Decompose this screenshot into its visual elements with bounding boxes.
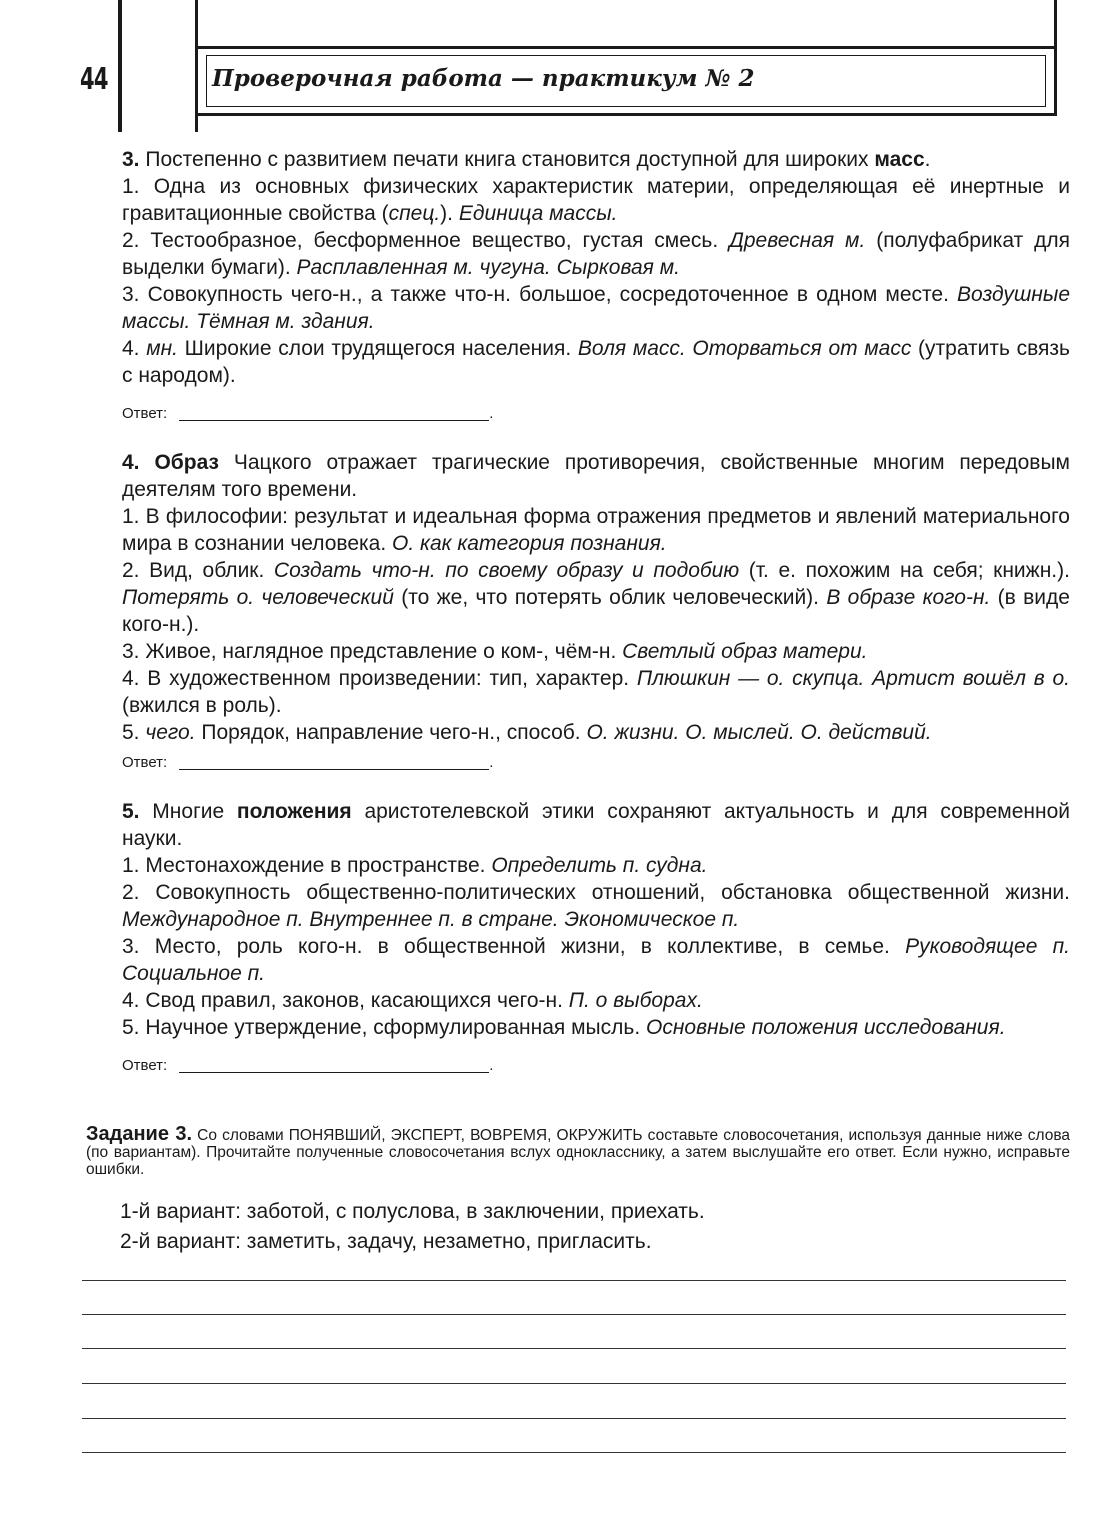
section-5-meaning-2	[122, 879, 1070, 933]
left-vertical-rule	[118, 0, 122, 132]
text: (полуфабрикат для выделки бумаги).	[122, 229, 1071, 279]
text-italic: Воздушные массы. Тёмная м. здания.	[122, 283, 1070, 333]
text: (то же, что потерять облик человеческий).	[393, 586, 827, 609]
text-italic: О. жизни. О. мыслей. О. действий.	[586, 721, 932, 744]
text: ).	[440, 202, 459, 225]
writing-line[interactable]	[82, 1348, 1066, 1349]
section-3-keyword: масс	[874, 148, 925, 171]
text: 5. Научное утверждение, сформулированная мысль.	[122, 1016, 647, 1039]
section-4-sentence: Чацкого отражает трагические противоречия, свойственные многим передовым деятелям того времени.	[122, 451, 1070, 501]
text: 4. В художественном произведении: тип, характер.	[122, 667, 637, 690]
section-4-meaning-3	[122, 638, 1070, 665]
section-3-number: 3.	[122, 148, 140, 171]
section-3-intro	[122, 146, 1070, 173]
section-4-meaning-5	[122, 719, 1070, 746]
text: 3. Совокупность чего-н., а также что-н. большое, сосредоточенное в одном месте.	[122, 283, 958, 306]
task-3-variants	[120, 1197, 705, 1257]
text: 1. Одна из основных физических характеристик материи, определяющая её инертные и гравитационные свойства (	[122, 175, 1070, 225]
text-italic: Светлый образ матери.	[622, 640, 868, 663]
frame-right-rule	[1054, 0, 1057, 46]
task-3-label: Задание 3.	[86, 1123, 193, 1145]
section-5-meaning-1	[122, 852, 1070, 879]
text: 4.	[122, 337, 147, 360]
section-4-keyword: Образ	[154, 451, 219, 474]
text-italic: Основные положения исследования.	[646, 1016, 1006, 1039]
answer-field[interactable]	[179, 769, 489, 770]
text: 5.	[122, 721, 146, 744]
text: аристотелевской этики сохраняют актуальность и для современной науки.	[122, 800, 1070, 850]
section-5-intro	[122, 798, 1070, 852]
answer-field[interactable]	[179, 420, 489, 421]
writing-line[interactable]	[82, 1280, 1066, 1281]
page-title: Проверочная работа — практикум № 2	[212, 65, 755, 92]
text: Широкие слои трудящегося населения.	[177, 337, 578, 360]
text-italic: В образе кого-н.	[826, 586, 991, 609]
section-5-meaning-4	[122, 987, 1070, 1014]
section-3-answer: Ответ: .	[122, 401, 1070, 427]
section-3-sentence: Постепенно с развитием печати книга становится доступной для широких	[145, 148, 869, 171]
section-5-keyword: положения	[236, 800, 352, 823]
page-number: 44	[80, 62, 108, 97]
text: (утратить связь с народом).	[122, 337, 1070, 387]
section-5-meaning-5	[122, 1014, 1070, 1041]
section-5-meaning-3	[122, 933, 1070, 987]
text-italic: мн.	[146, 337, 178, 360]
text-italic: Определить п. судна.	[491, 854, 708, 877]
section-3-meaning-1	[122, 173, 1070, 227]
text-italic: Плюшкин — о. скупца. Артист вошёл в о.	[636, 667, 1070, 690]
text-italic: П. о выборах.	[568, 989, 703, 1012]
writing-line[interactable]	[82, 1452, 1066, 1453]
variant-1: 1-й вариант: заботой, с полуслова, в заключении, приехать.	[120, 1200, 705, 1223]
text: Порядок, направление чего-н., способ.	[195, 721, 587, 744]
writing-line[interactable]	[82, 1383, 1066, 1384]
section-3-meaning-4	[122, 335, 1070, 389]
text-italic: чего.	[145, 721, 196, 744]
section-5-number: 5.	[122, 800, 140, 823]
section-4-answer: Ответ: .	[122, 750, 1070, 776]
section-3-period: .	[924, 148, 931, 171]
text-italic: Международное п. Внутреннее п. в стране. Экономическое п.	[122, 908, 740, 931]
section-3-meaning-3	[122, 281, 1070, 335]
section-4-meaning-1	[122, 503, 1070, 557]
section-3-meaning-2	[122, 227, 1070, 281]
text-italic: Древесная м.	[729, 229, 866, 252]
section-4-meaning-4	[122, 665, 1070, 719]
text-italic: спец.	[388, 202, 441, 225]
text-italic: Создать что-н. по своему образу и подобию	[273, 559, 740, 582]
section-4-meaning-2	[122, 557, 1070, 638]
writing-line[interactable]	[82, 1314, 1066, 1315]
section-4-number: 4.	[122, 451, 140, 474]
answer-label: Ответ:	[122, 405, 168, 422]
text: Многие	[139, 800, 237, 823]
section-5-answer: Ответ: .	[122, 1053, 1070, 1079]
text: (в виде кого-н.).	[122, 586, 1070, 636]
text-italic: О. как категория познания.	[392, 532, 667, 555]
answer-label: Ответ:	[122, 1057, 168, 1074]
text: 2. Совокупность общественно-политических отношений, обстановка общественной жизни.	[122, 881, 1070, 904]
text-italic: Воля масс. Оторваться от масс	[577, 337, 912, 360]
answer-label: Ответ:	[122, 754, 168, 771]
text-italic: Руководящее п. Социальное п.	[122, 935, 1071, 985]
text: (вжился в роль).	[122, 694, 282, 717]
text-italic: Расплавленная м. чугуна. Сырковая м.	[296, 256, 680, 279]
text: 4. Свод правил, законов, касающихся чего-н.	[122, 989, 569, 1012]
task-3-instructions: Со словами ПОНЯВШИЙ, ЭКСПЕРТ, ВОВРЕМЯ, ОКРУЖИТЬ составьте словосочетания, используя данные ниже слова (по вариантам). Прочитайте полученные словосочетания вслух однокласснику, а затем выслушайте его ответ. Если нужно, исправьте ошибки.	[86, 1127, 1070, 1178]
text: 3. Место, роль кого-н. в общественной жизни, в коллективе, в семье.	[122, 935, 906, 958]
text: (т. е. похожим на себя; книжн.).	[739, 559, 1070, 582]
text-italic: Единица массы.	[458, 202, 618, 225]
variant-2: 2-й вариант: заметить, задачу, незаметно, пригласить.	[120, 1230, 652, 1253]
text: 2. Вид, облик.	[122, 559, 274, 582]
text: 1. Местонахождение в пространстве.	[122, 854, 492, 877]
section-4-intro	[122, 449, 1070, 503]
task-3	[86, 1123, 1070, 1178]
text: 3. Живое, наглядное представление о ком-, чём-н.	[122, 640, 623, 663]
text: 2. Тестообразное, бесформенное вещество, густая смесь.	[122, 229, 730, 252]
text-italic: Потерять о. человеческий	[122, 586, 394, 609]
content	[122, 146, 1070, 1079]
title-frame	[195, 46, 1057, 116]
writing-line[interactable]	[82, 1418, 1066, 1419]
text: 1. В философии: результат и идеальная форма отражения предметов и явлений материального мира в сознании человека.	[122, 505, 1070, 555]
answer-field[interactable]	[179, 1072, 489, 1073]
